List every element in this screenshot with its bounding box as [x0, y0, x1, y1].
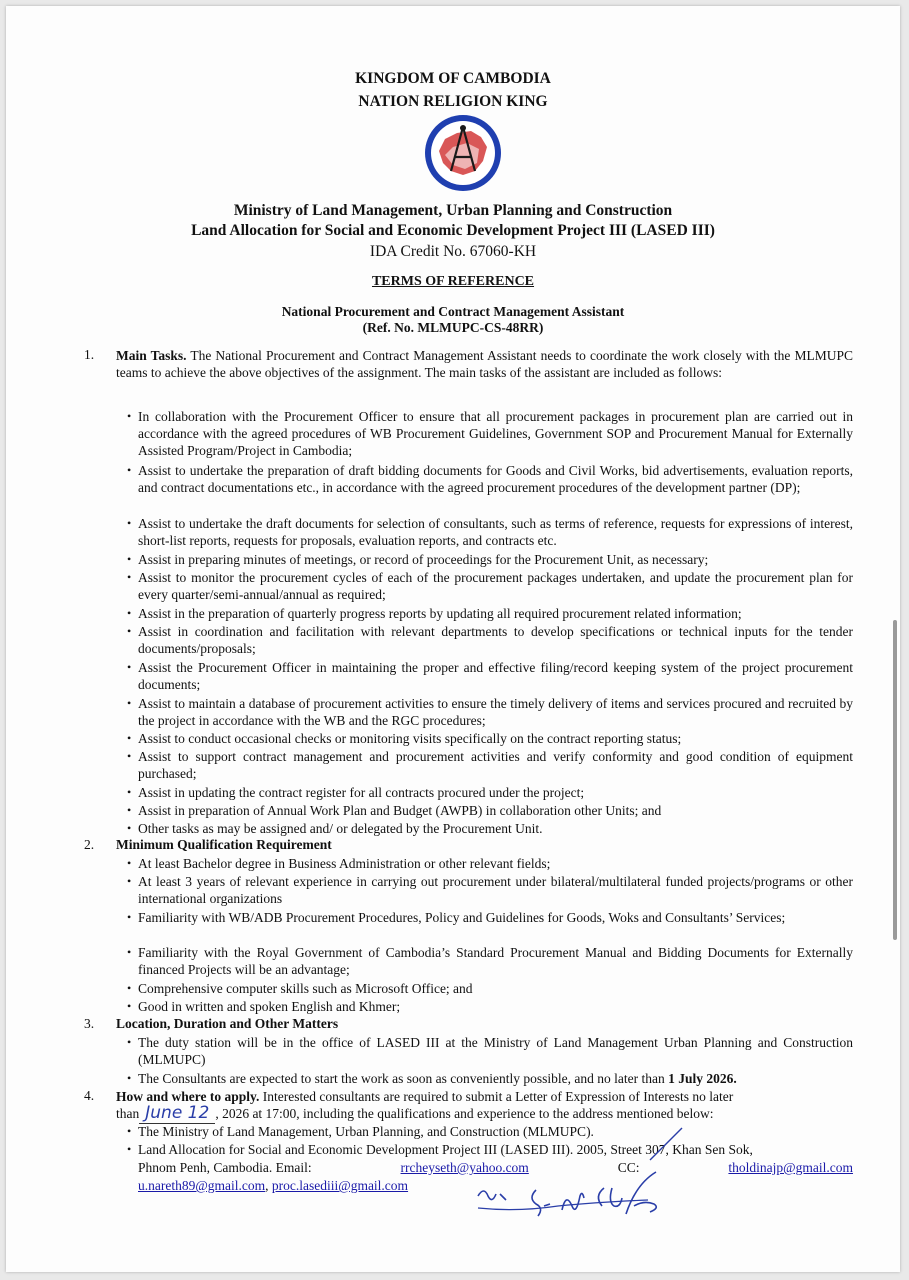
- list-item: • Assist to monitor the procurement cycles of each of the procurement packages undertaken, and update the procurement plan for every quarter/semi-annual/annual as required;: [127, 570, 853, 603]
- tor-heading: TERMS OF REFERENCE: [371, 274, 535, 289]
- list-item: • Assist in the preparation of quarterly progress reports by updating all required procurement related information;: [127, 606, 742, 621]
- section-title: Location, Duration and Other Matters: [116, 1016, 339, 1031]
- contact-line: Phnom Penh, Cambodia. Email: rrcheyseth@yahoo.com CC: tholdinajp@gmail.com: [138, 1160, 853, 1175]
- position-title: National Procurement and Contract Management Assistant: [281, 304, 625, 319]
- reference-number: (Ref. No. MLMUPC-CS-48RR): [362, 320, 544, 335]
- section-title: How and where to apply.: [116, 1089, 260, 1104]
- deadline-line: than June 12 , 2026 at 17:00, including the qualifications and experience to the address mentioned below:: [116, 1103, 714, 1123]
- section-1-intro: [116, 347, 853, 381]
- list-item: • Assist the Procurement Officer in maintaining the proper and effective filing/record keeping system of the project procurement documents;: [127, 660, 853, 693]
- email-link[interactable]: u.nareth89@gmail.com: [138, 1178, 266, 1193]
- list-item: • Assist to maintain a database of procurement activities to ensure the timely delivery of items and services procured and recruited by the project in accordance with the WB and the RGC procedures;: [127, 696, 853, 729]
- list-item: • The Consultants are expected to start the work as soon as conveniently possible, and no later than 1 July 2026.: [127, 1071, 737, 1086]
- list-item: • At least Bachelor degree in Business Administration or other relevant fields;: [127, 856, 551, 871]
- start-date: 1 July 2026.: [668, 1071, 737, 1086]
- project-name: Land Allocation for Social and Economic Development Project III (LASED III): [191, 222, 715, 239]
- list-item: • Assist to undertake the draft documents for selection of consultants, such as terms of reference, requests for expressions of interest, short-list reports, requests for proposals, evaluation reports, and contracts etc.: [127, 516, 853, 549]
- section-number: 3.: [84, 1016, 95, 1031]
- section-title: Minimum Qualification Requirement: [116, 837, 332, 852]
- list-item: • Assist in coordination and facilitation with relevant departments to develop specifications or technical inputs for the tender documents/proposals;: [127, 624, 853, 657]
- kingdom-title: KINGDOM OF CAMBODIA: [355, 70, 551, 87]
- list-item: • Assist to conduct occasional checks or monitoring visits specifically on the contract reporting status;: [127, 731, 682, 746]
- email-link[interactable]: rrcheyseth@yahoo.com: [400, 1160, 529, 1175]
- ministry-emblem-icon: [423, 113, 503, 193]
- credit-number: IDA Credit No. 67060-KH: [369, 243, 537, 260]
- section-title: Main Tasks.: [116, 348, 187, 363]
- list-item: • Good in written and spoken English and Khmer;: [127, 999, 401, 1014]
- list-item: • Assist in preparing minutes of meetings, or record of proceedings for the Procurement Unit, as necessary;: [127, 552, 709, 567]
- list-item: • Familiarity with the Royal Government of Cambodia’s Standard Procurement Manual and Bidding Documents for Externally financed Projects will be an advantage;: [127, 945, 853, 978]
- list-item: • Comprehensive computer skills such as Microsoft Office; and: [127, 981, 473, 996]
- handwritten-deadline: June 12: [139, 1103, 215, 1124]
- list-item: • The Ministry of Land Management, Urban Planning, and Construction (MLMUPC).: [127, 1124, 594, 1139]
- list-item: • In collaboration with the Procurement Officer to ensure that all procurement packages in procurement plan are carried out in accordance with the agreed procedures of WB Procurement Guidelines, Government SOP and Procurement Manual for Externally Assisted Program/Project in Cambodia;: [127, 409, 853, 459]
- signature-icon: [474, 1166, 674, 1226]
- ministry-name: Ministry of Land Management, Urban Planning and Construction: [233, 202, 673, 219]
- scrollbar[interactable]: [893, 620, 897, 940]
- list-item: • Assist to undertake the preparation of draft bidding documents for Goods and Civil Works, bid advertisements, evaluation reports, and contract documentations etc., in accordance with the agreed procurement procedures of the development partner (DP);: [127, 463, 853, 496]
- list-item: • Assist to support contract management and procurement activities and verify conformity and good condition of equipment purchased;: [127, 749, 853, 782]
- section-4-intro: How and where to apply. Interested consultants are required to submit a Letter of Expression of Interests no later: [116, 1089, 734, 1104]
- checkmark-icon: [646, 1124, 686, 1164]
- list-item: • Land Allocation for Social and Economic Development Project III (LASED III). 2005, Street 307, Khan Sen Sok,: [127, 1142, 753, 1157]
- list-item: • Assist in preparation of Annual Work Plan and Budget (AWPB) in collaboration other Units; and: [127, 803, 662, 818]
- national-motto: NATION RELIGION KING: [358, 93, 548, 110]
- section-1-intro-text: The National Procurement and Contract Management Assistant needs to coordinate the work closely with the MLMUPC teams to achieve the above objectives of the assignment. The main tasks of the assistant are included as follows:: [116, 348, 853, 381]
- list-item: • Other tasks as may be assigned and/ or delegated by the Procurement Unit.: [127, 821, 543, 836]
- section-number: 4.: [84, 1088, 95, 1103]
- list-item: • Assist in updating the contract register for all contracts procured under the project;: [127, 785, 585, 800]
- contact-line: u.nareth89@gmail.com, proc.lasediii@gmail.com: [138, 1178, 409, 1193]
- section-number: 2.: [84, 837, 95, 852]
- list-item: • At least 3 years of relevant experience in carrying out procurement under bilateral/multilateral funded projects/programs or other international organizations: [127, 874, 853, 907]
- section-number: 1.: [84, 347, 95, 362]
- list-item: • Familiarity with WB/ADB Procurement Procedures, Policy and Guidelines for Goods, Woks and Consultants’ Services;: [127, 910, 786, 925]
- email-link[interactable]: tholdinajp@gmail.com: [728, 1160, 853, 1175]
- email-link[interactable]: proc.lasediii@gmail.com: [271, 1178, 409, 1193]
- document-page: [6, 6, 900, 1272]
- list-item: • The duty station will be in the office of LASED III at the Ministry of Land Management Urban Planning and Construction (MLMUPC): [127, 1035, 853, 1068]
